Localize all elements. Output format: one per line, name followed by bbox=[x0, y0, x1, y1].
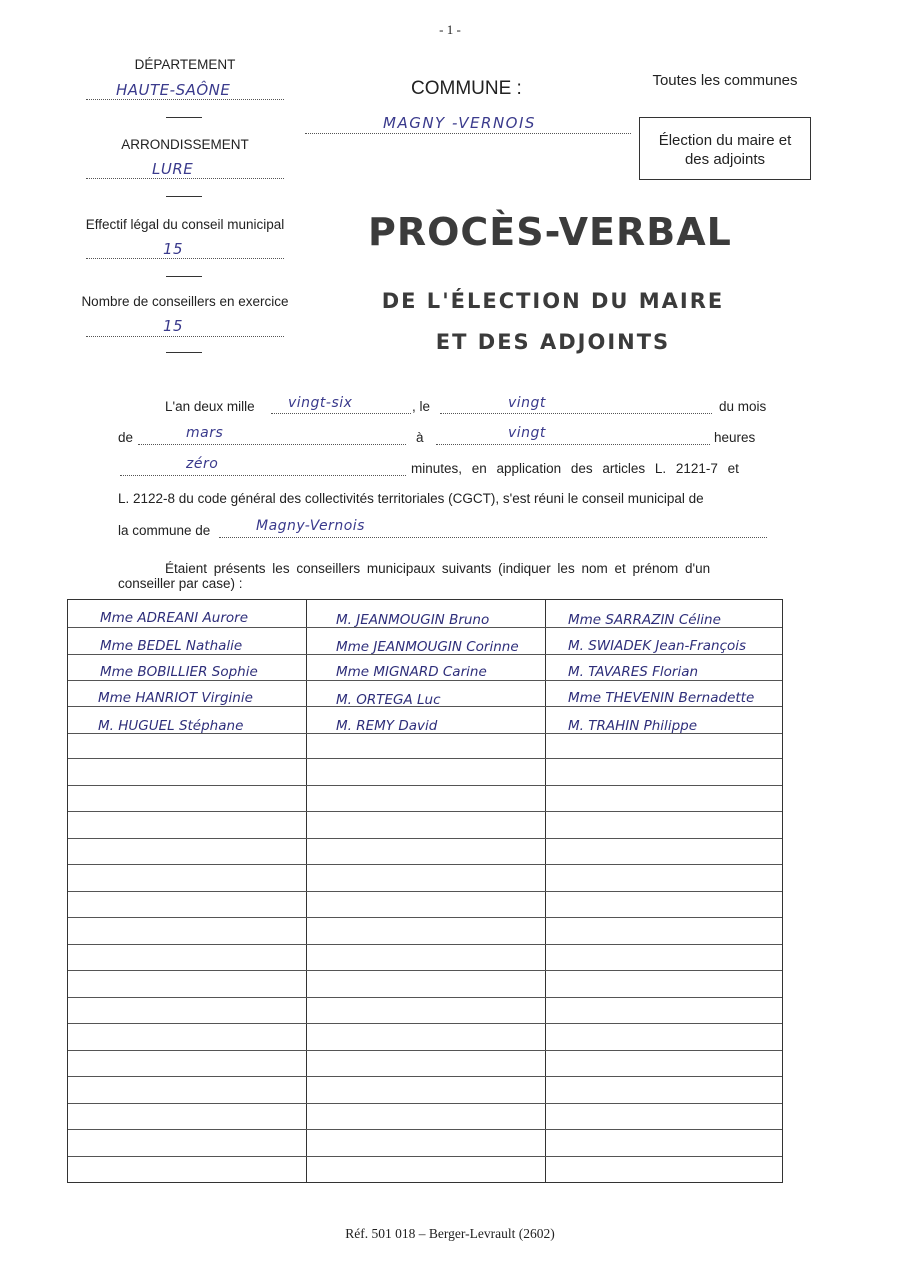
present-cell[interactable]: M. TRAHIN Philippe bbox=[568, 718, 698, 734]
present-cell[interactable]: M. HUGUEL Stéphane bbox=[98, 718, 244, 734]
separator bbox=[166, 276, 202, 277]
table-row bbox=[68, 997, 782, 998]
arrondissement-value: LURE bbox=[152, 160, 194, 178]
table-row bbox=[68, 838, 782, 839]
election-box-line2: des adjoints bbox=[684, 151, 766, 168]
separator bbox=[166, 196, 202, 197]
text-an-deux-mille: L'an deux mille bbox=[165, 399, 255, 414]
text-a: à bbox=[416, 430, 424, 445]
toutes-communes-label: Toutes les communes bbox=[652, 72, 798, 89]
text-minutes: minutes, en application des articles L. 2121-7 et bbox=[411, 461, 739, 476]
table-row bbox=[68, 944, 782, 945]
table-row bbox=[68, 864, 782, 865]
table-row bbox=[68, 1023, 782, 1024]
footer-reference: Réf. 501 018 – Berger-Levrault (2602) bbox=[345, 1226, 555, 1241]
text-cgct: L. 2122-8 du code général des collectivités territoriales (CGCT), s'est réuni le conseil municipal de bbox=[118, 491, 704, 506]
table-row bbox=[68, 970, 782, 971]
departement-dotted-line bbox=[86, 99, 284, 100]
table-row bbox=[68, 1129, 782, 1130]
minutes-dotted-line bbox=[120, 475, 406, 476]
year-dotted-line bbox=[271, 413, 411, 414]
hour-value: vingt bbox=[508, 425, 546, 441]
departement-value: HAUTE-SAÔNE bbox=[116, 81, 231, 99]
table-row bbox=[68, 891, 782, 892]
present-cell[interactable]: M. TAVARES Florian bbox=[568, 664, 699, 680]
table-row bbox=[68, 758, 782, 759]
departement-label: DÉPARTEMENT bbox=[134, 57, 236, 72]
text-presents-line1: Étaient présents les conseillers municipaux suivants (indiquer les nom et prénom d'un bbox=[165, 561, 711, 576]
table-row bbox=[68, 917, 782, 918]
effectif-dotted-line bbox=[86, 258, 284, 259]
page-title: PROCÈS-VERBAL bbox=[368, 210, 732, 254]
commune-name-dotted-line bbox=[219, 537, 767, 538]
commune-value: MAGNY -VERNOIS bbox=[383, 114, 536, 132]
present-cell[interactable]: M. JEANMOUGIN Bruno bbox=[336, 612, 490, 628]
present-cell[interactable]: Mme THEVENIN Bernadette bbox=[568, 690, 755, 706]
commune-dotted-line bbox=[305, 133, 631, 134]
present-cell[interactable]: Mme JEANMOUGIN Corinne bbox=[336, 639, 519, 655]
present-cell[interactable]: Mme HANRIOT Virginie bbox=[98, 690, 253, 706]
text-presents-line2: conseiller par case) : bbox=[118, 576, 243, 591]
hour-dotted-line bbox=[436, 444, 710, 445]
text-la-commune-de: la commune de bbox=[118, 523, 211, 538]
year-value: vingt-six bbox=[288, 395, 353, 411]
day-dotted-line bbox=[440, 413, 712, 414]
table-row bbox=[68, 1050, 782, 1051]
election-box bbox=[639, 117, 811, 180]
text-de: de bbox=[118, 430, 134, 445]
exercice-label: Nombre de conseillers en exercice bbox=[81, 294, 289, 309]
page-number: - 1 - bbox=[439, 22, 461, 37]
table-row bbox=[68, 1076, 782, 1077]
arrondissement-label: ARRONDISSEMENT bbox=[121, 137, 249, 152]
present-cell[interactable]: M. SWIADEK Jean-François bbox=[568, 638, 747, 654]
day-value: vingt bbox=[508, 395, 546, 411]
present-cell[interactable]: Mme ADREANI Aurore bbox=[100, 610, 248, 626]
table-row bbox=[68, 680, 782, 681]
exercice-dotted-line bbox=[86, 336, 284, 337]
month-dotted-line bbox=[138, 444, 406, 445]
separator bbox=[166, 117, 202, 118]
effectif-label: Effectif légal du conseil municipal bbox=[85, 217, 285, 232]
text-du-mois: du mois bbox=[719, 399, 767, 414]
commune-name-value: Magny-Vernois bbox=[256, 518, 365, 534]
month-value: mars bbox=[186, 425, 224, 441]
commune-label: COMMUNE : bbox=[411, 78, 522, 99]
table-row bbox=[68, 1156, 782, 1157]
subtitle-line2: ET DES ADJOINTS bbox=[435, 330, 671, 354]
present-cell[interactable]: Mme SARRAZIN Céline bbox=[568, 612, 721, 628]
present-cell[interactable]: Mme BOBILLIER Sophie bbox=[100, 664, 258, 680]
separator bbox=[166, 352, 202, 353]
present-cell[interactable]: M. ORTEGA Luc bbox=[336, 692, 441, 708]
presents-table bbox=[67, 599, 783, 1183]
arrondissement-dotted-line bbox=[86, 178, 284, 179]
table-row bbox=[68, 785, 782, 786]
exercice-value: 15 bbox=[163, 317, 184, 335]
text-le: , le bbox=[412, 399, 431, 414]
present-cell[interactable]: Mme MIGNARD Carine bbox=[336, 664, 487, 680]
minutes-value: zéro bbox=[186, 456, 219, 472]
table-row bbox=[68, 1103, 782, 1104]
subtitle-line1: DE L'ÉLECTION DU MAIRE bbox=[381, 289, 725, 313]
text-heures: heures bbox=[714, 430, 756, 445]
effectif-value: 15 bbox=[163, 240, 184, 258]
election-box-line1: Élection du maire et bbox=[658, 132, 792, 149]
table-row bbox=[68, 811, 782, 812]
present-cell[interactable]: Mme BEDEL Nathalie bbox=[100, 638, 243, 654]
present-cell[interactable]: M. REMY David bbox=[336, 718, 438, 734]
